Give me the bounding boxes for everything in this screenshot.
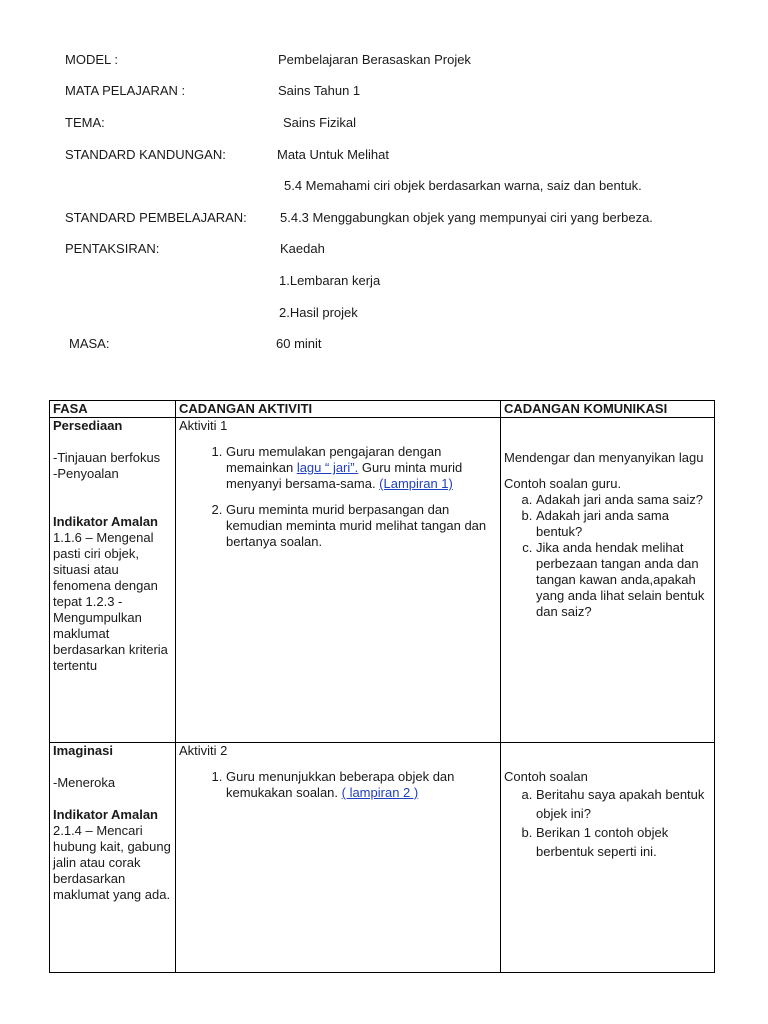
list-item: b. Adakah jari anda sama bentuk? — [536, 508, 711, 540]
model-label: MODEL : — [65, 52, 118, 67]
table-row — [50, 418, 715, 743]
subject-row — [0, 82, 768, 100]
table-header-row — [50, 401, 715, 418]
song-link[interactable]: lagu “ jari”. — [296, 460, 359, 475]
column-header-communication: CADANGAN KOMUNIKASI — [501, 401, 715, 418]
time-value: 60 minit — [276, 336, 322, 351]
indicator-text: 1.1.6 – Mengenal pasti ciri objek, situasi atau fenomena dengan tepat 1.2.3 - Mengumpulkan maklumat berdasarkan kriteria tertentu — [53, 530, 168, 673]
assessment-item-row-2 — [0, 304, 768, 322]
phase-item: -Meneroka — [53, 775, 116, 790]
content-standard-row-2 — [0, 177, 768, 195]
communication-intro: Mendengar dan menyanyikan lagu — [504, 450, 704, 465]
activity-title: Aktiviti 2 — [179, 743, 228, 758]
appendix-1-link[interactable]: (Lampiran 1) — [379, 476, 453, 491]
activity-list — [179, 769, 497, 801]
list-item: c. Jika anda hendak melihat perbezaan tangan anda dan tangan kawan anda,apakah yang anda lihat selain bentuk dan saiz? — [536, 540, 711, 620]
activity-cell — [176, 418, 501, 743]
phase-cell — [50, 743, 176, 973]
list-item: a. Adakah jari anda sama saiz? — [536, 492, 711, 508]
question-title: Contoh soalan — [504, 769, 588, 784]
content-standard-row — [0, 146, 768, 164]
list-item: 2. Guru meminta murid berpasangan dan kemudian meminta murid melihat tangan dan bertanya soalan. — [226, 502, 497, 550]
column-header-activity: CADANGAN AKTIVITI — [176, 401, 501, 418]
activity-text: Guru minta murid menyanyi bersama-sama. — [226, 460, 463, 491]
assessment-item-row-1 — [0, 272, 768, 290]
list-item — [226, 769, 497, 801]
indicator-title: Indikator Amalan — [53, 807, 158, 822]
phase-item: -Penyoalan — [53, 466, 119, 481]
phase-item: -Tinjauan berfokus — [53, 450, 161, 465]
indicator-title: Indikator Amalan — [53, 514, 158, 529]
question-list — [504, 785, 711, 861]
model-row — [0, 51, 768, 69]
assessment-value: Kaedah — [280, 241, 325, 256]
indicator-text: 2.1.4 – Mencari hubung kait, gabung jalin atau corak berdasarkan maklumat yang ada. — [53, 823, 171, 902]
model-value: Pembelajaran Berasaskan Projek — [278, 52, 471, 67]
phase-title: Imaginasi — [53, 743, 113, 758]
activity-title: Aktiviti 1 — [179, 418, 228, 433]
communication-cell — [501, 743, 715, 973]
theme-value: Sains Fizikal — [283, 115, 356, 130]
assessment-item-2: 2.Hasil projek — [279, 305, 358, 320]
learning-standard-label: STANDARD PEMBELAJARAN: — [65, 210, 247, 225]
communication-cell — [501, 418, 715, 743]
content-standard-detail: 5.4 Memahami ciri objek berdasarkan warna, saiz dan bentuk. — [284, 178, 642, 193]
list-item: a. Beritahu saya apakah bentuk objek ini? — [536, 785, 711, 823]
assessment-item-1: 1.Lembaran kerja — [279, 273, 381, 288]
learning-standard-row — [0, 209, 768, 227]
activity-text: Guru memulakan pengajaran dengan memainkan — [226, 444, 442, 475]
question-list — [504, 492, 711, 620]
subject-value: Sains Tahun 1 — [278, 83, 361, 98]
list-item — [226, 444, 497, 492]
content-standard-value: Mata Untuk Melihat — [277, 147, 389, 162]
subject-label: MATA PELAJARAN : — [65, 83, 186, 98]
learning-standard-value: 5.4.3 Menggabungkan objek yang mempunyai ciri yang berbeza. — [280, 210, 653, 225]
lesson-plan-table — [49, 400, 715, 973]
activity-list — [179, 444, 497, 550]
phase-title: Persediaan — [53, 418, 123, 433]
content-standard-label: STANDARD KANDUNGAN: — [65, 147, 226, 162]
activity-cell — [176, 743, 501, 973]
assessment-row — [0, 240, 768, 258]
time-row — [0, 335, 768, 353]
column-header-phase: FASA — [50, 401, 176, 418]
theme-label: TEMA: — [65, 115, 105, 130]
activity-text: Guru menunjukkan beberapa objek dan kemukakan soalan. — [226, 769, 455, 800]
assessment-label: PENTAKSIRAN: — [65, 241, 160, 256]
table-row — [50, 743, 715, 973]
list-item: b. Berikan 1 contoh objek berbentuk seperti ini. — [536, 823, 711, 861]
appendix-2-link[interactable]: ( lampiran 2 ) — [341, 785, 419, 800]
theme-row — [0, 114, 768, 132]
question-title: Contoh soalan guru. — [504, 476, 622, 491]
time-label: MASA: — [69, 336, 110, 351]
phase-cell — [50, 418, 176, 743]
